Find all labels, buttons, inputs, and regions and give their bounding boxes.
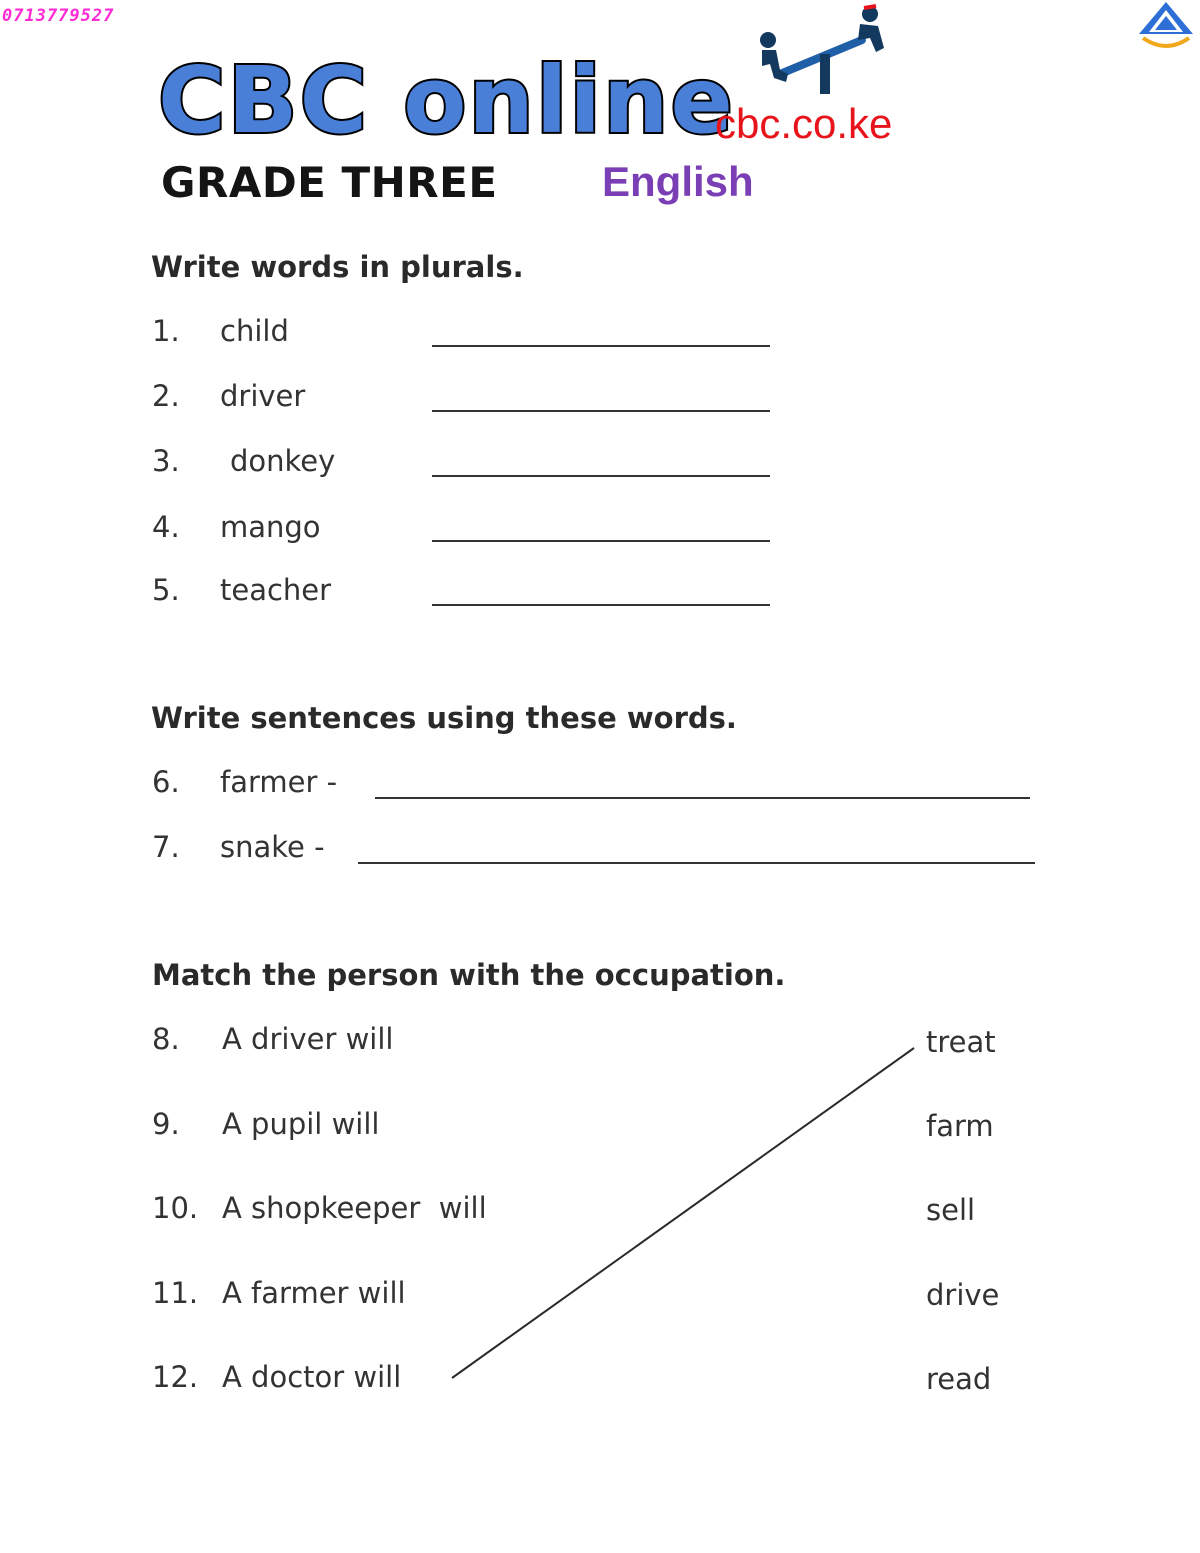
match-heading: Match the person with the occupation. bbox=[152, 958, 786, 992]
person-text: A doctor will bbox=[222, 1360, 402, 1394]
occupation-word: drive bbox=[926, 1278, 1000, 1312]
item-number: 3. bbox=[152, 444, 180, 478]
item-number: 7. bbox=[152, 830, 180, 864]
item-number: 2. bbox=[152, 379, 180, 413]
plurals-heading: Write words in plurals. bbox=[151, 250, 524, 284]
sentence-word: snake - bbox=[220, 830, 325, 864]
person-text: A shopkeeper will bbox=[222, 1191, 487, 1225]
occupation-word: read bbox=[926, 1362, 992, 1396]
item-number: 12. bbox=[152, 1360, 199, 1394]
plural-word: teacher bbox=[220, 573, 332, 607]
item-number: 10. bbox=[152, 1191, 199, 1225]
item-number: 5. bbox=[152, 573, 180, 607]
occupation-word: sell bbox=[926, 1193, 976, 1227]
plural-word: mango bbox=[220, 510, 321, 544]
item-number: 11. bbox=[152, 1276, 199, 1310]
plural-word: driver bbox=[220, 379, 306, 413]
subject-label: English bbox=[602, 158, 754, 205]
phone-number: 0713779527 bbox=[2, 6, 115, 26]
item-number: 4. bbox=[152, 510, 180, 544]
item-number: 6. bbox=[152, 765, 180, 799]
item-number: 8. bbox=[152, 1022, 180, 1056]
site-url: cbc.co.ke bbox=[715, 100, 893, 147]
item-number: 9. bbox=[152, 1107, 180, 1141]
sentence-word: farmer - bbox=[220, 765, 338, 799]
brand-title: CBC online bbox=[158, 47, 735, 154]
sentences-heading: Write sentences using these words. bbox=[151, 701, 737, 735]
plural-word: donkey bbox=[230, 444, 336, 478]
plural-word: child bbox=[220, 314, 289, 348]
occupation-word: farm bbox=[926, 1109, 994, 1143]
occupation-word: treat bbox=[926, 1025, 996, 1059]
person-text: A driver will bbox=[222, 1022, 394, 1056]
person-text: A farmer will bbox=[222, 1276, 406, 1310]
person-text: A pupil will bbox=[222, 1107, 380, 1141]
item-number: 1. bbox=[152, 314, 180, 348]
grade-label: GRADE THREE bbox=[161, 158, 498, 207]
